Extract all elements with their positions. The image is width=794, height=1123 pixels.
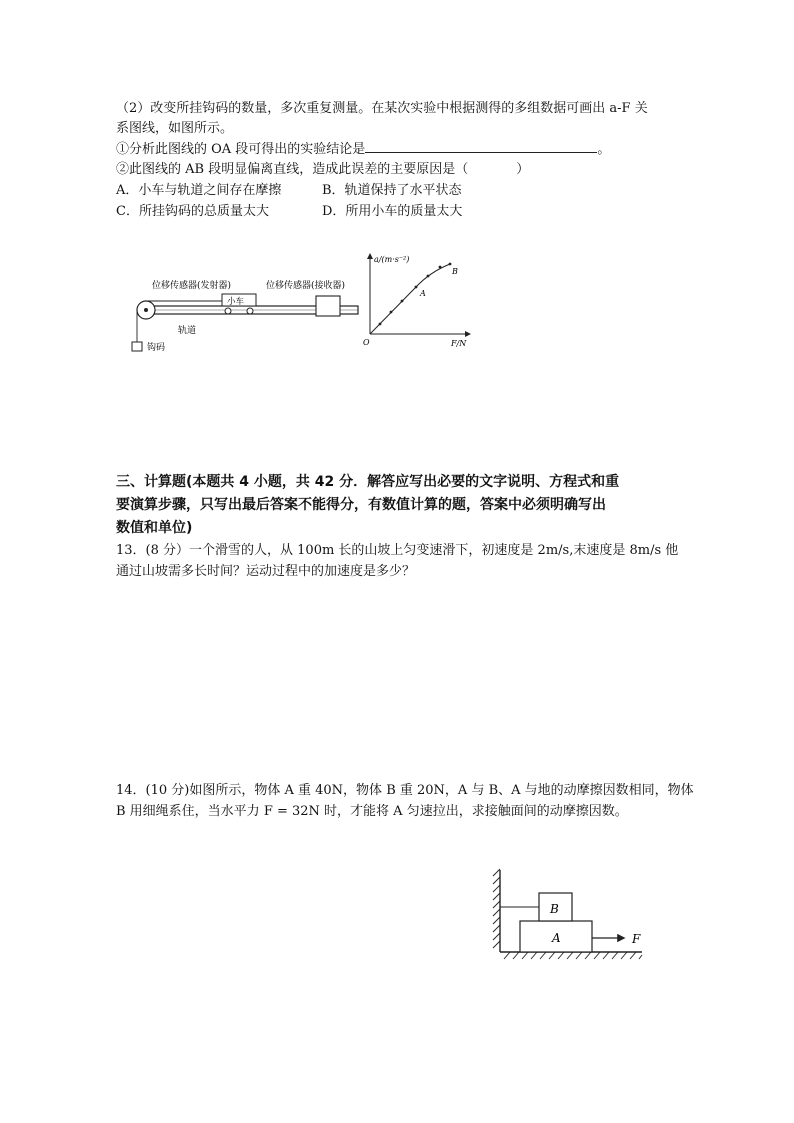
q12-part2-line1: （2）改变所挂钩码的数量，多次重复测量。在某次实验中根据测得的多组数据可画出 a-F 关 [116,101,648,116]
q12-sub2-end: ） [516,162,530,177]
data-point [449,263,452,266]
section3-heading-line2: 要演算步骤，只写出最后答案不能得分，有数值计算的题，答案中必须明确写出 [116,497,606,513]
sensor-emitter-label: 位移传感器(发射器) [152,281,232,291]
ground-hatching [504,952,642,959]
data-point [401,300,404,303]
x-axis-label: F/N [451,339,467,348]
track-label: 轨道 [178,326,197,336]
force-label: F [632,932,641,946]
hook-weight-label: 钩码 [147,343,166,353]
option-d: D．所用小车的质量太大 [322,204,463,219]
section3-heading-line3: 数值和单位) [116,520,193,536]
sensor-receiver-label: 位移传感器(接收器) [266,281,346,291]
point-b-label: B [452,267,458,276]
q12-sub2-text: ②此图线的 AB 段明显偏离直线，造成此误差的主要原因是（ [116,162,469,177]
hook-weight-icon [132,342,142,351]
cart-wheel-icon [225,308,231,314]
origin-label: O [363,338,370,347]
data-point [379,323,382,326]
block-a-label: A [552,931,561,945]
q14-line1: 14．(10 分)如图所示，物体 A 重 40N，物体 B 重 20N，A 与 B、A 与地的动摩擦因数相同，物体 [116,783,694,798]
receiver-block [316,296,340,316]
option-a: A．小车与轨道之间存在摩擦 [116,183,282,198]
data-point [390,311,393,314]
q12-sub1-text: ①分析此图线的 OA 段可得出的实验结论是 [116,142,366,157]
block-b-label: B [550,902,559,916]
option-c: C．所挂钩码的总质量太大 [116,204,269,219]
data-point [427,275,430,278]
q14-line2: B 用细绳系住，当水平力 F = 32N 时，才能将 A 匀速拉出，求接触面间的动摩擦因数。 [116,804,628,819]
q13-line1: 13．(8 分）一个滑雪的人，从 100m 长的山坡上匀变速滑下，初速度是 2m/s,末速度是 8m/s 他 [116,543,679,558]
y-axis-label: a/(m·s⁻²) [374,255,410,264]
data-point [439,266,442,269]
point-a-label: A [420,289,426,298]
cart-label: 小车 [227,297,245,307]
q12-part2-line2: 系图线，如图所示。 [116,121,234,136]
answer-blank[interactable] [365,140,597,153]
cart-wheel-icon [247,308,253,314]
a-f-graph [360,252,472,350]
a-f-curve [370,264,450,334]
data-point [415,286,418,289]
q12-sub2 [116,160,529,180]
blocks-figure [490,862,658,966]
section3-heading-line1: 三、计算题(本题共 4 小题，共 42 分．解答应写出必要的文字说明、方程式和重 [116,474,620,490]
q12-sub1-end: 。 [597,142,611,157]
option-b: B．轨道保持了水平状态 [322,183,462,198]
q12-sub1 [116,140,610,160]
wall-hatching [493,869,500,948]
apparatus-figure [118,266,364,354]
q13-line2: 通过山坡需多长时间？运动过程中的加速度是多少？ [116,564,416,579]
